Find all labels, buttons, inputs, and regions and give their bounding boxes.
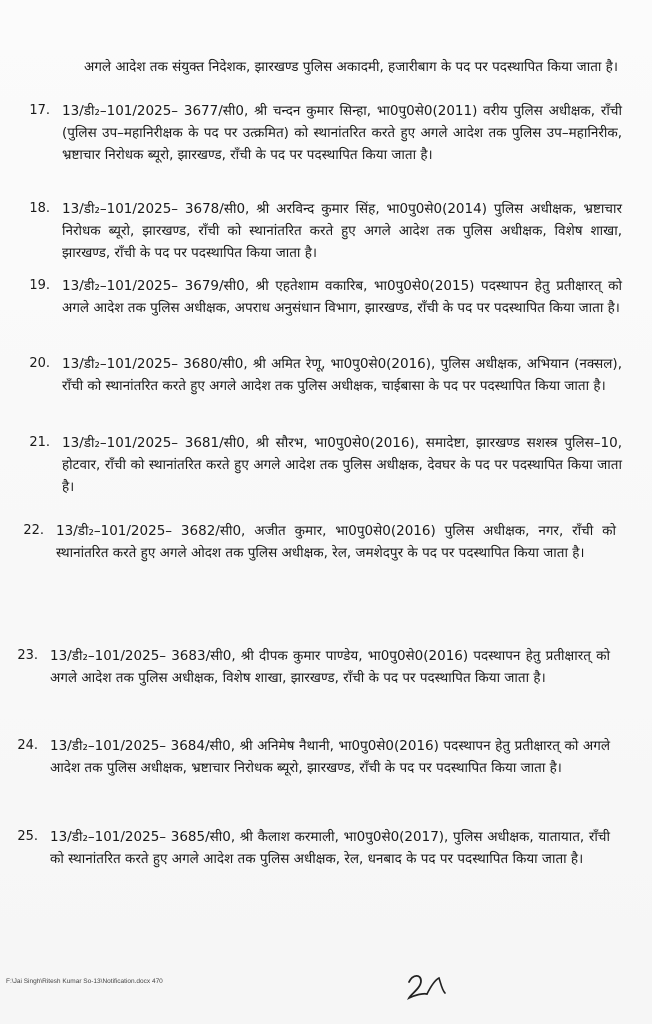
item-text: 13/डी₂–101/2025– 3679/सी0, श्री एहतेशाम वकारिब, भा0पु0से0(2015) पदस्थापन हेतु प्रतीक्षारत् को अगले आदेश तक पुलिस अधीक्षक, अपराध अनुसंधान विभाग, झारखण्ड, राँची के पद पर पदस्थापित किया जाता है।	[62, 278, 622, 316]
item-number: 23.	[17, 648, 38, 663]
item-number: 21.	[29, 435, 50, 450]
item-number: 18.	[29, 201, 50, 216]
item-number: 25.	[17, 829, 38, 844]
item-number: 17.	[29, 103, 50, 118]
item-text: 13/डी₂–101/2025– 3680/सी0, श्री अमित रेणू, भा0पु0से0(2016), पुलिस अधीक्षक, अभियान (नक्सल), राँची को स्थानांतरित करते हुए अगले आदेश तक पुलिस अधीक्षक, चाईबासा के पद पर पदस्थापित किया जाता है।	[62, 356, 622, 394]
item-number: 19.	[29, 278, 50, 293]
item-text: 13/डी₂–101/2025– 3685/सी0, श्री कैलाश करमाली, भा0पु0से0(2017), पुलिस अधीक्षक, यातायात, राँची को स्थानांतरित करते हुए अगले आदेश तक पुलिस अधीक्षक, रेल, धनबाद के पद पर पदस्थापित किया जाता है।	[50, 829, 610, 867]
item-text: 13/डी₂–101/2025– 3683/सी0, श्री दीपक कुमार पाण्डेय, भा0पु0से0(2016) पदस्थापन हेतु प्रतीक्षारत् को अगले आदेश तक पुलिस अधीक्षक, विशेष शाखा, झारखण्ड, राँची के पद पर पदस्थापित किया जाता है।	[50, 648, 610, 686]
item-text: 13/डी₂–101/2025– 3678/सी0, श्री अरविन्द कुमार सिंह, भा0पु0से0(2014) पुलिस अधीक्षक, भ्रष्टाचार निरोधक ब्यूरो, झारखण्ड, राँची को स्थानांतरित करते हुए अगले आदेश तक पुलिस अधीक्षक, विशेष शाखा, झारखण्ड, राँची के पद पर पदस्थापित किया जाता है।	[62, 201, 622, 261]
item-number: 24.	[17, 738, 38, 753]
item-text: 13/डी₂–101/2025– 3681/सी0, श्री सौरभ, भा0पु0से0(2016), समादेष्टा, झारखण्ड सशस्त्र पुलिस–10, होटवार, राँची को स्थानांतरित करते हुए अगले आदेश तक पुलिस अधीक्षक, देवघर के पद पर पदस्थापित किया जाता है।	[62, 435, 622, 495]
item-number: 22.	[23, 523, 44, 538]
item-text: 13/डी₂–101/2025– 3682/सी0, अजीत कुमार, भा0पु0से0(2016) पुलिस अधीक्षक, नगर, राँची को स्थानांतरित करते हुए अगले ओदश तक पुलिस अधीक्षक, रेल, जमशेदपुर के पद पर पदस्थापित किया जाता है।	[56, 523, 616, 561]
item-text: 13/डी₂–101/2025– 3684/सी0, श्री अनिमेष नैथानी, भा0पु0से0(2016) पदस्थापन हेतु प्रतीक्षारत् को अगले आदेश तक पुलिस अधीक्षक, भ्रष्टाचार निरोधक ब्यूरो, झारखण्ड, राँची के पद पर पदस्थापित किया जाता है।	[50, 738, 610, 776]
item-text: 13/डी₂–101/2025– 3677/सी0, श्री चन्दन कुमार सिन्हा, भा0पु0से0(2011) वरीय पुलिस अधीक्षक, राँची (पुलिस उप–महानिरीक्षक के पद पर उत्क्रमित) को स्थानांतरित करते हुए अगले आदेश तक पुलिस उप–महानिरीक, भ्रष्टाचार निरोधक ब्यूरो, झारखण्ड, राँची के पद पर पदस्थापित किया जाता है।	[62, 103, 622, 163]
item-number: 20.	[29, 356, 50, 371]
continuation-paragraph: अगले आदेश तक संयुक्त निदेशक, झारखण्ड पुलिस अकादमी, हजारीबाग के पद पर पदस्थापित किया जाता है।	[84, 58, 618, 75]
handwritten-page-number	[405, 968, 449, 1004]
file-path-footer: F:\Jai Singh\Ritesh Kumar So-13\Notification.docx 470	[6, 978, 163, 985]
